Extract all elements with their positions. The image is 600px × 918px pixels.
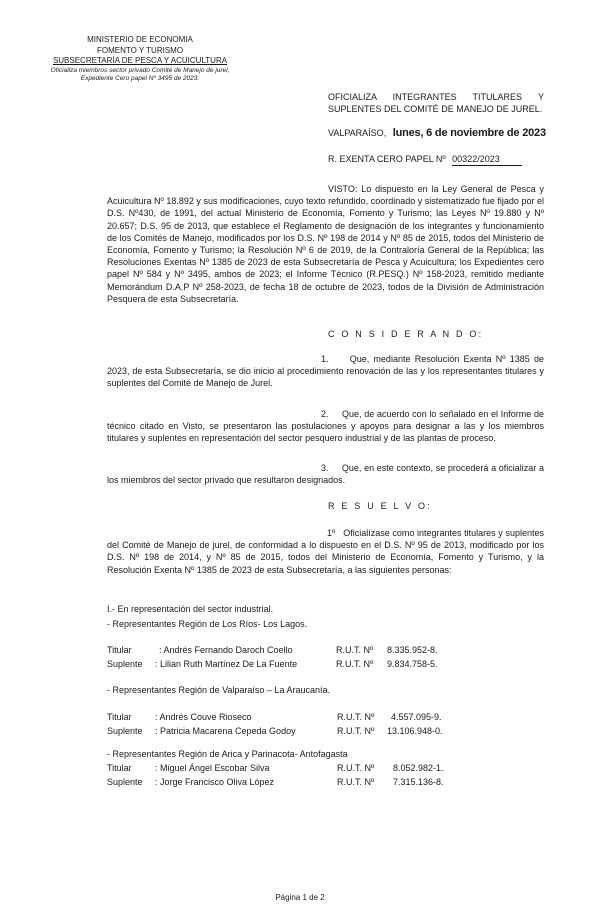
visto-lead: VISTO: (328, 184, 358, 194)
member-role: Titular (107, 763, 132, 773)
group-title: - Representantes Región de Arica y Parinacota- Antofagasta (107, 749, 348, 759)
member-role: Titular (107, 645, 132, 655)
resolution-number: 00322/2023 (452, 154, 522, 166)
rut-label: R.U.T. Nº (337, 712, 375, 722)
member-name: : Miguel Ángel Escobar Silva (155, 763, 270, 773)
considerando-heading: C O N S I D E R A N D O: (328, 329, 484, 339)
rut-label: R.U.T. Nº (337, 763, 375, 773)
member-row (107, 712, 547, 723)
place: VALPARAÍSO, (328, 128, 387, 138)
member-row (107, 659, 547, 670)
member-name: : Patricia Macarena Cepeda Godoy (155, 726, 296, 736)
member-row (107, 726, 547, 737)
resolution-label: R. EXENTA CERO PAPEL Nº (328, 154, 446, 164)
member-rut: 7.315.136-8. (393, 777, 444, 787)
visto-text: Lo dispuesto en la Ley General de Pesca y Acuicultura Nº 18.892 y sus modificaciones, cuyo texto refundido, coordinado y sistematizado fue fijado por el D.S. Nº430, de 1991, del actual Ministerio de Economía, Fomento y Turismo; las Leyes Nº 19.880 y Nº 20.657; D.S. 95 de 2013, que establece el Reglamento de designación de los integrantes y funcionamiento de los Comités de Manejo, modificados por los D.S. Nº 198 de 2014 y Nº 85 de 2015, todos del Ministerio de Economía, Fomento y Turismo; la Resolución Nº 6 de 2019, de la Contraloría General de la República; las Resoluciones Exentas Nº 1385 de 2023 de esta Subsecretaría de Pesca y Acuicultura; los Expedientes cero papel Nº 584 y Nº 3495, ambos de 2023; el Informe Técnico (R.PESQ.) Nº 158-2023, remitido mediante Memorándum D.A.P Nº 258-2023, de fecha 18 de octubre de 2023, todos de la División de Administración Pesquera de esta Subsecretaría. (107, 184, 544, 304)
considerando-item-1 (107, 353, 544, 390)
member-rut: 8.335.952-8. (387, 645, 438, 655)
considerando-item-3 (107, 462, 544, 486)
considerando-item-2 (107, 408, 544, 445)
item-text: Que, mediante Resolución Exenta Nº 1385 de 2023, de esta Subsecretaría, se dio inicio al procedimiento renovación de las y los representantes titulares y suplentes del Comité de Manejo de Jurel. (107, 354, 544, 389)
member-name: : Jorge Francisco Oliva López (155, 777, 275, 787)
member-rut: 8.052.982-1. (393, 763, 444, 773)
subsecretaria-name: SUBSECRETARÍA DE PESCA Y ACUICULTURA (52, 56, 228, 65)
item-number: 2. (321, 409, 329, 419)
rut-label: R.U.T. Nº (337, 726, 375, 736)
resolution-number-line (328, 154, 522, 166)
group-title: - Representantes Región de Valparaíso – La Araucanía. (107, 685, 330, 695)
letterhead-note-2: Expediente Cero papel Nº 3495 de 2023. (80, 75, 200, 82)
item-text: Que, en este contexto, se procederá a oficializar a los miembros del sector privado que resultaron designados. (107, 463, 544, 486)
rut-label: R.U.T. Nº (337, 777, 375, 787)
visto-paragraph (107, 183, 544, 305)
rut-label: R.U.T. Nº (336, 645, 374, 655)
resuelvo-text: Oficialízase como integrantes titulares y suplentes del Comité de Manejo de jurel, de conformidad a lo dispuesto en el D.S. Nº 95 de 2013, modificado por los D.S. Nº 198 de 2014, y Nº 85 de 2015, todos del Ministerio de Economía, Fomento y Turismo, y la Resolución Exenta Nº 1385 de 2023 de esta Subsecretaría, a las siguientes personas: (107, 528, 544, 575)
member-name: : Andrés Couve Rioseco (155, 712, 252, 722)
member-row (107, 777, 547, 788)
rut-label: R.U.T. Nº (336, 659, 374, 669)
item-number: 3. (321, 463, 329, 473)
group-title: - Representantes Región de Los Ríos- Los Lagos. (107, 619, 308, 629)
item-number: 1. (321, 354, 329, 364)
member-rut: 4.557.095-9. (391, 712, 442, 722)
resuelvo-number: 1º (327, 528, 336, 538)
document-subject (328, 91, 544, 115)
member-name: : Andrés Fernando Daroch Coello (159, 645, 293, 655)
member-role: Titular (107, 712, 132, 722)
item-text: Que, de acuerdo con lo señalado en el Informe de técnico citado en Visto, se presentaron las postulaciones y apoyos para designar a las y los miembros titulares y suplentes en representación del sector pesquero industrial y de las plantas de proceso. (107, 409, 544, 444)
page-number: Página 1 de 2 (275, 893, 325, 902)
subject-line-1: OFICIALIZA INTEGRANTES TITULARES Y (328, 92, 544, 102)
member-role: Suplente (107, 777, 143, 787)
document-date: lunes, 6 de noviembre de 2023 (392, 127, 546, 139)
member-rut: 13.106.948-0. (387, 726, 443, 736)
ministry-subname: FOMENTO Y TURISMO (96, 45, 184, 55)
resuelvo-paragraph (107, 527, 544, 576)
member-row (107, 645, 547, 656)
ministry-name: MINISTERIO DE ECONOMIA (87, 35, 193, 44)
member-rut: 9.834.758-5. (387, 659, 438, 669)
member-row (107, 763, 547, 774)
member-role: Suplente (107, 659, 143, 669)
resuelvo-heading: R E S U E L V O: (328, 501, 432, 511)
place-date (328, 127, 546, 139)
subject-line-2: SUPLENTES DEL COMITÉ DE MANEJO DE JUREL. (328, 104, 543, 114)
section-title: I.- En representación del sector industrial. (107, 604, 274, 614)
letterhead (40, 35, 240, 84)
letterhead-note-1: Oficializa miembros sector privado Comité de Manejo de jurel, (50, 66, 230, 74)
member-name: : Lilian Ruth Martínez De La Fuente (155, 659, 298, 669)
member-role: Suplente (107, 726, 143, 736)
